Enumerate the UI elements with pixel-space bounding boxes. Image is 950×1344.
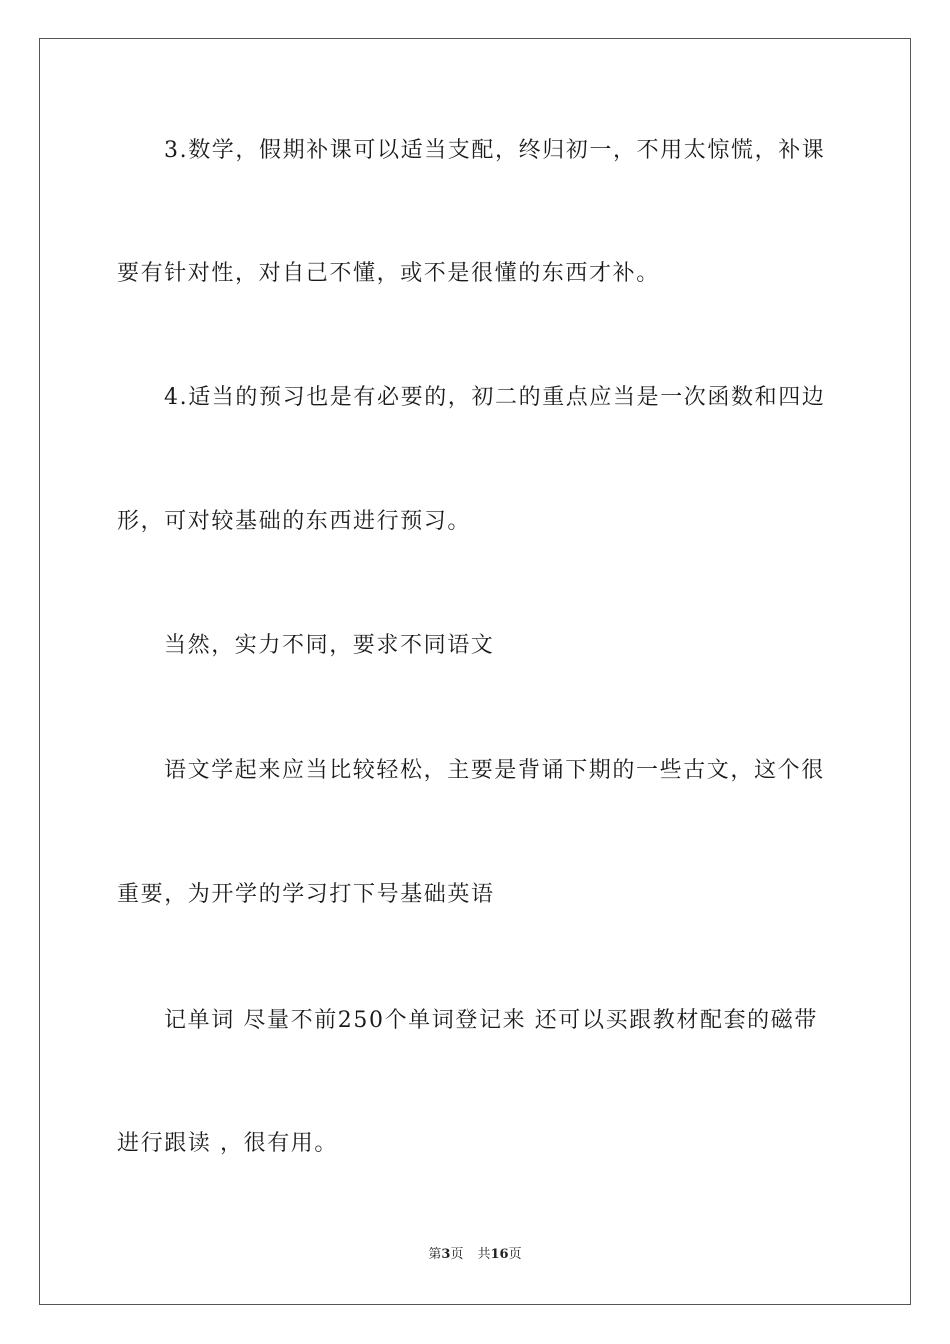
total-suffix: 页 — [508, 1247, 522, 1262]
paragraph-1-line-1: 3.数学，假期补课可以适当支配，终归初一，不用太惊慌，补课 — [164, 138, 826, 163]
paragraph-5-line-1: 记单词 尽量不前250个单词登记来 还可以买跟教材配套的磁带 — [164, 1008, 818, 1033]
paragraph-2-line-2: 形，可对较基础的东西进行预习。 — [117, 509, 472, 534]
paragraph-3-line-1: 当然，实力不同，要求不同语文 — [164, 633, 495, 658]
paragraph-1-line-2: 要有针对性，对自己不懂，或不是很懂的东西才补。 — [117, 261, 660, 286]
page-footer — [0, 1246, 950, 1264]
total-pages: 16 — [490, 1247, 509, 1262]
page-prefix: 第 — [428, 1247, 442, 1262]
page-number: 3 — [441, 1247, 451, 1262]
paragraph-4-line-1: 语文学起来应当比较轻松，主要是背诵下期的一些古文，这个很 — [164, 758, 825, 783]
total-prefix: 共 — [477, 1247, 491, 1262]
paragraph-4-line-2: 重要，为开学的学习打下号基础英语 — [117, 882, 495, 907]
paragraph-2-line-1: 4.适当的预习也是有必要的，初二的重点应当是一次函数和四边 — [164, 385, 826, 410]
page-frame — [39, 38, 911, 1305]
page-suffix: 页 — [450, 1247, 464, 1262]
paragraph-5-line-2: 进行跟读 ，很有用。 — [117, 1131, 338, 1156]
